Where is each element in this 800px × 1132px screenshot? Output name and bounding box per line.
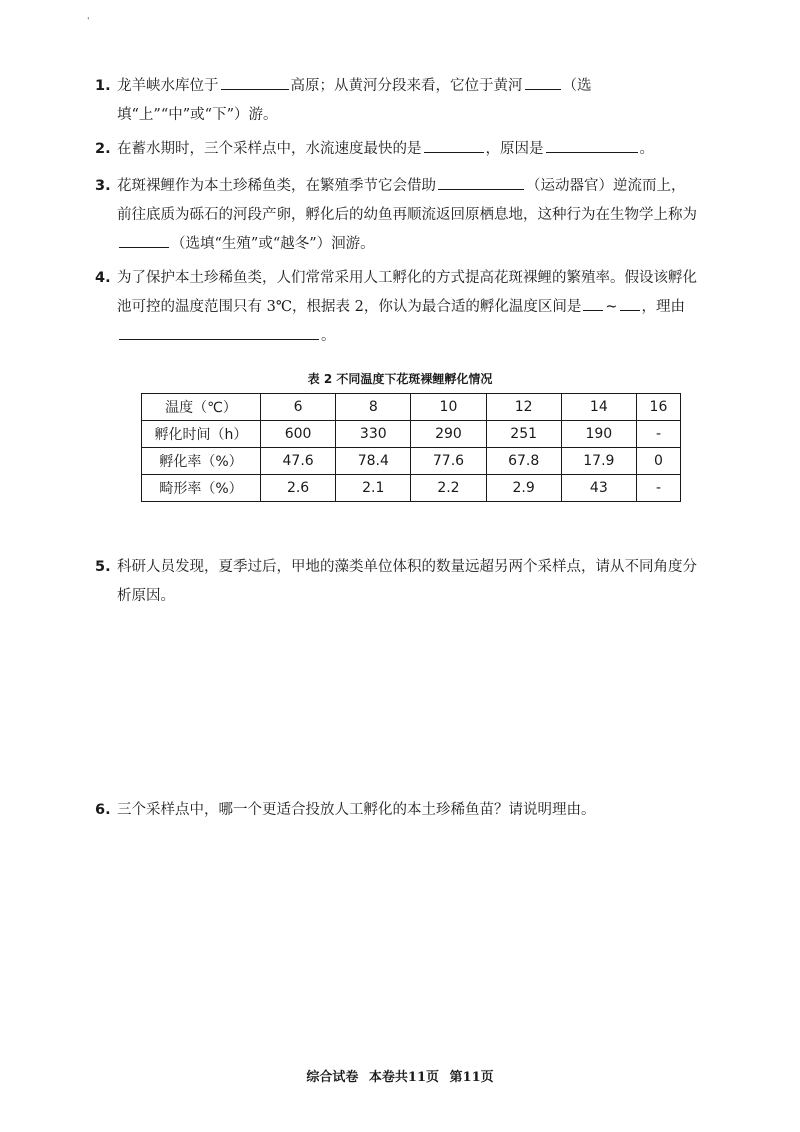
table-row <box>142 475 681 502</box>
question-number: 5. <box>95 559 111 575</box>
question-5 <box>95 553 697 611</box>
answer-blank[interactable] <box>583 294 603 311</box>
table-cell: 43 <box>561 475 636 502</box>
table-cell: 14 <box>561 394 636 421</box>
table-cell: - <box>636 475 680 502</box>
question-number: 1. <box>95 78 111 94</box>
answer-blank[interactable] <box>119 323 319 340</box>
question-text-segment: 科研人员发现，夏季过后，甲地的藻类单位体积的数量远超另两个采样点，请从不同角度分析原因。 <box>117 559 697 604</box>
question-text-segment: ~ <box>605 299 618 315</box>
table-cell: 67.8 <box>486 448 561 475</box>
table-cell: 16 <box>636 394 680 421</box>
question-text <box>117 141 654 157</box>
table-cell: 47.6 <box>261 448 336 475</box>
table-cell: 77.6 <box>411 448 486 475</box>
answer-blank[interactable] <box>221 73 289 90</box>
table-cell: 2.9 <box>486 475 561 502</box>
table-row <box>142 394 681 421</box>
question-2 <box>95 135 697 164</box>
answer-blank[interactable] <box>438 173 524 190</box>
question-text-segment: 在蓄水期时，三个采样点中，水流速度最快的是 <box>117 141 422 157</box>
question-text-segment: （选填“上”“中”或“下”）游。 <box>117 78 592 123</box>
answer-blank[interactable] <box>424 136 484 153</box>
question-4 <box>95 264 697 351</box>
answer-blank[interactable] <box>620 294 640 311</box>
question-text-segment: 三个采样点中，哪一个更适合投放人工孵化的本土珍稀鱼苗？请说明理由。 <box>117 802 596 818</box>
question-6 <box>95 796 697 825</box>
table-cell: 0 <box>636 448 680 475</box>
question-text <box>117 559 697 604</box>
question-text-segment: ，原因是 <box>485 141 544 157</box>
table-row <box>142 448 681 475</box>
margin-mark: ' <box>87 17 90 27</box>
table-cell: 190 <box>561 421 636 448</box>
table-cell: 8 <box>336 394 411 421</box>
table-cell: 2.2 <box>411 475 486 502</box>
table-cell: 6 <box>261 394 336 421</box>
table-cell: - <box>636 421 680 448</box>
hatching-table <box>141 393 681 502</box>
question-text-segment: 花斑裸鲤作为本土珍稀鱼类，在繁殖季节它会借助 <box>117 178 436 194</box>
table-cell: 2.6 <box>261 475 336 502</box>
question-text-segment: 高原；从黄河分段来看，它位于黄河 <box>290 78 523 94</box>
answer-blank[interactable] <box>546 136 638 153</box>
question-text-segment: （选填“生殖”或“越冬”）洄游。 <box>171 236 375 252</box>
question-text-segment: 。 <box>639 141 654 157</box>
table-cell: 17.9 <box>561 448 636 475</box>
table-caption: 表 2 不同温度下花斑裸鲤孵化情况 <box>307 372 493 386</box>
question-1 <box>95 72 697 130</box>
table-cell: 12 <box>486 394 561 421</box>
question-text-segment: （运动器官）逆流而上，前往底质为砾石的河段产卵，孵化后的幼鱼再顺流返回原栖息地，这种行为在生物学上称为 <box>117 178 697 223</box>
table-cell: 290 <box>411 421 486 448</box>
question-text-segment: 。 <box>321 328 336 344</box>
answer-blank[interactable] <box>119 231 169 248</box>
question-text-segment: ，理由 <box>641 299 686 315</box>
question-number: 3. <box>95 178 111 194</box>
row-header: 孵化时间（h） <box>142 421 261 448</box>
table-cell: 10 <box>411 394 486 421</box>
question-text <box>117 802 596 818</box>
question-text <box>117 178 697 252</box>
question-text <box>117 270 697 344</box>
answer-blank[interactable] <box>525 73 561 90</box>
row-header: 孵化率（%） <box>142 448 261 475</box>
question-text-segment: 为了保护本土珍稀鱼类，人们常常采用人工孵化的方式提高花斑裸鲤的繁殖率。假设该孵化池可控的温度范围只有 3℃，根据表 2，你认为最合适的孵化温度区间是 <box>117 270 697 315</box>
question-text-segment: 龙羊峡水库位于 <box>117 78 219 94</box>
table-cell: 600 <box>261 421 336 448</box>
question-number: 2. <box>95 141 111 157</box>
row-header: 畸形率（%） <box>142 475 261 502</box>
table-cell: 2.1 <box>336 475 411 502</box>
page-footer: 综合试卷 本卷共11页 第11页 <box>306 1070 494 1085</box>
table-cell: 78.4 <box>336 448 411 475</box>
question-3 <box>95 172 697 259</box>
question-number: 4. <box>95 270 111 286</box>
question-number: 6. <box>95 802 111 818</box>
table-cell: 251 <box>486 421 561 448</box>
table-cell: 330 <box>336 421 411 448</box>
table-row <box>142 421 681 448</box>
row-header: 温度（℃） <box>142 394 261 421</box>
question-text <box>117 78 592 123</box>
